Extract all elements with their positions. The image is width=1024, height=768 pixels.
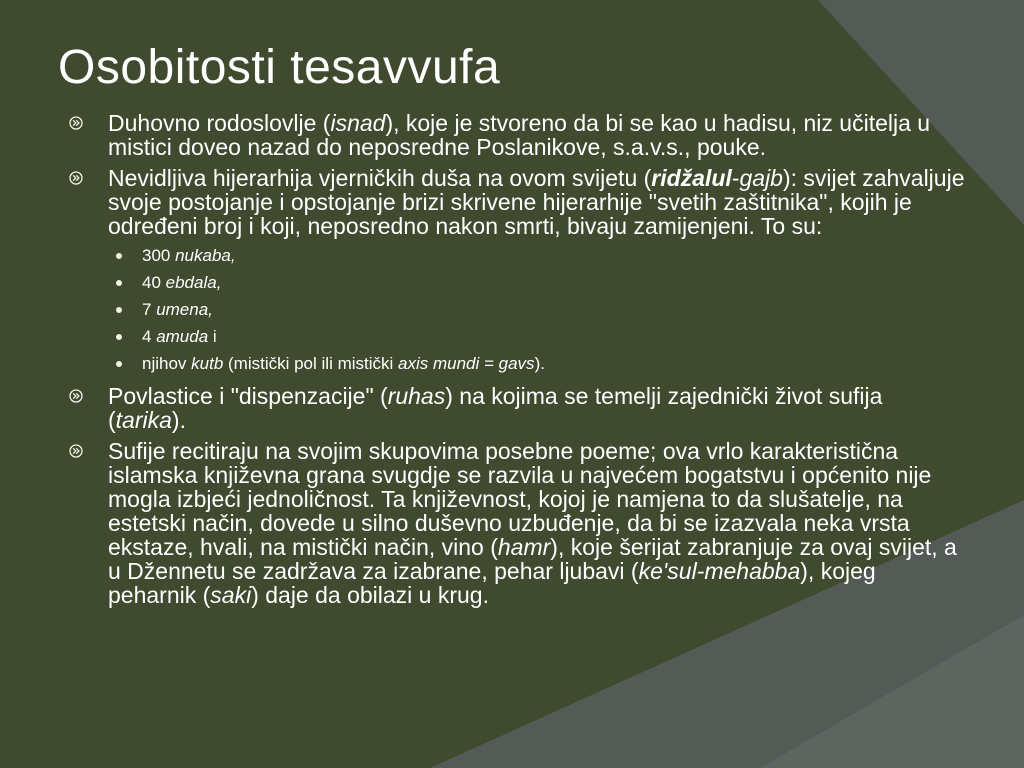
bullet-item [66,166,966,377]
sub-bullet-item [108,296,966,323]
dot-icon [116,307,122,313]
bullet-list [66,111,966,614]
text-segment: hamr [497,534,551,560]
bullet-item [66,384,966,432]
sub-bullet-list [108,242,966,377]
dot-icon [116,334,122,340]
text-segment: amuda [156,327,209,346]
text-segment: axis mundi = gavs [398,354,535,373]
dot-icon [116,361,122,367]
text-segment: ke'sul-mehabba [638,558,801,584]
circled-chevron-icon [69,116,83,130]
text-segment: 7 [142,300,157,319]
text-segment: saki [210,582,252,608]
bullet-text [108,384,966,432]
text-segment: (mistički pol ili mistički [223,354,399,373]
text-segment: ruhas [387,383,446,409]
text-segment: i [208,327,217,346]
circled-chevron-icon [69,389,83,403]
bullet-text [108,439,966,607]
circled-chevron-icon [69,171,83,185]
text-segment: ). [171,407,186,433]
text-segment: ), koje šerijat zabranjuje za ovaj svijet, a u Džennetu se zadržava za izabrane, pehar ljubavi ( [108,534,957,584]
sub-bullet-item [108,269,966,296]
sub-bullet-item [108,242,966,269]
slide-title: Osobitosti tesavvufa [58,41,501,94]
text-segment: ridžalul [651,165,732,191]
text-segment: 300 [142,246,176,265]
text-segment: njihov [142,354,192,373]
text-segment: Duhovno rodoslovlje ( [108,110,331,136]
text-segment: nukaba, [175,246,236,265]
text-segment: umena, [156,300,213,319]
text-segment: ) daje da obilazi u krug. [251,582,489,608]
sub-bullet-item [108,323,966,350]
text-segment: 4 [142,327,157,346]
text-segment: 40 [142,273,166,292]
bullet-item [66,439,966,607]
sub-bullet-item [108,350,966,377]
text-segment: kutb [191,354,224,373]
text-segment: gajb [739,165,783,191]
text-segment: ): svijet zahvaljuje svoje postojanje i opstojanje brizi skrivene hijerarhije "svetih zaštitnika", kojih je određeni broj i koji, neposredno nakon smrti, bivaju zamijenjeni. To su: [108,165,965,239]
text-segment: ebdala, [165,273,222,292]
text-segment: tarika [115,407,172,433]
dot-icon [116,253,122,259]
text-segment: ), koje je stvoreno da bi se kao u hadisu, niz učitelja u mistici doveo nazad do neposredne Poslanikove, s.a.v.s., pouke. [108,110,931,160]
text-segment: ) na kojima se temelji zajednički život sufija ( [108,383,883,433]
bullet-text [108,166,966,238]
circled-chevron-icon [69,444,83,458]
bullet-text [108,111,966,159]
dot-icon [116,280,122,286]
text-segment: Sufije recitiraju na svojim skupovima posebne poeme; ova vrlo karakteristična islamska književna grana svugdje se razvila u najvećem bogatstvu i općenito nije mogla izbjeći jednoličnost. Ta književnost, kojoj je namjena to da slušatelje, na estetski način, dovede u silno duševno uzbuđenje, da bi se izazvala neka vrsta ekstaze, hvali, na mistički način, vino ( [108,438,932,560]
text-segment: - [731,165,740,191]
bullet-item [66,111,966,159]
text-segment: isnad [330,110,386,136]
text-segment: ), kojeg peharnik ( [108,558,876,608]
text-segment: Nevidljiva hijerarhija vjerničkih duša na ovom svijetu ( [108,165,652,191]
text-segment: Povlastice i "dispenzacije" ( [108,383,388,409]
text-segment: ). [534,354,545,373]
